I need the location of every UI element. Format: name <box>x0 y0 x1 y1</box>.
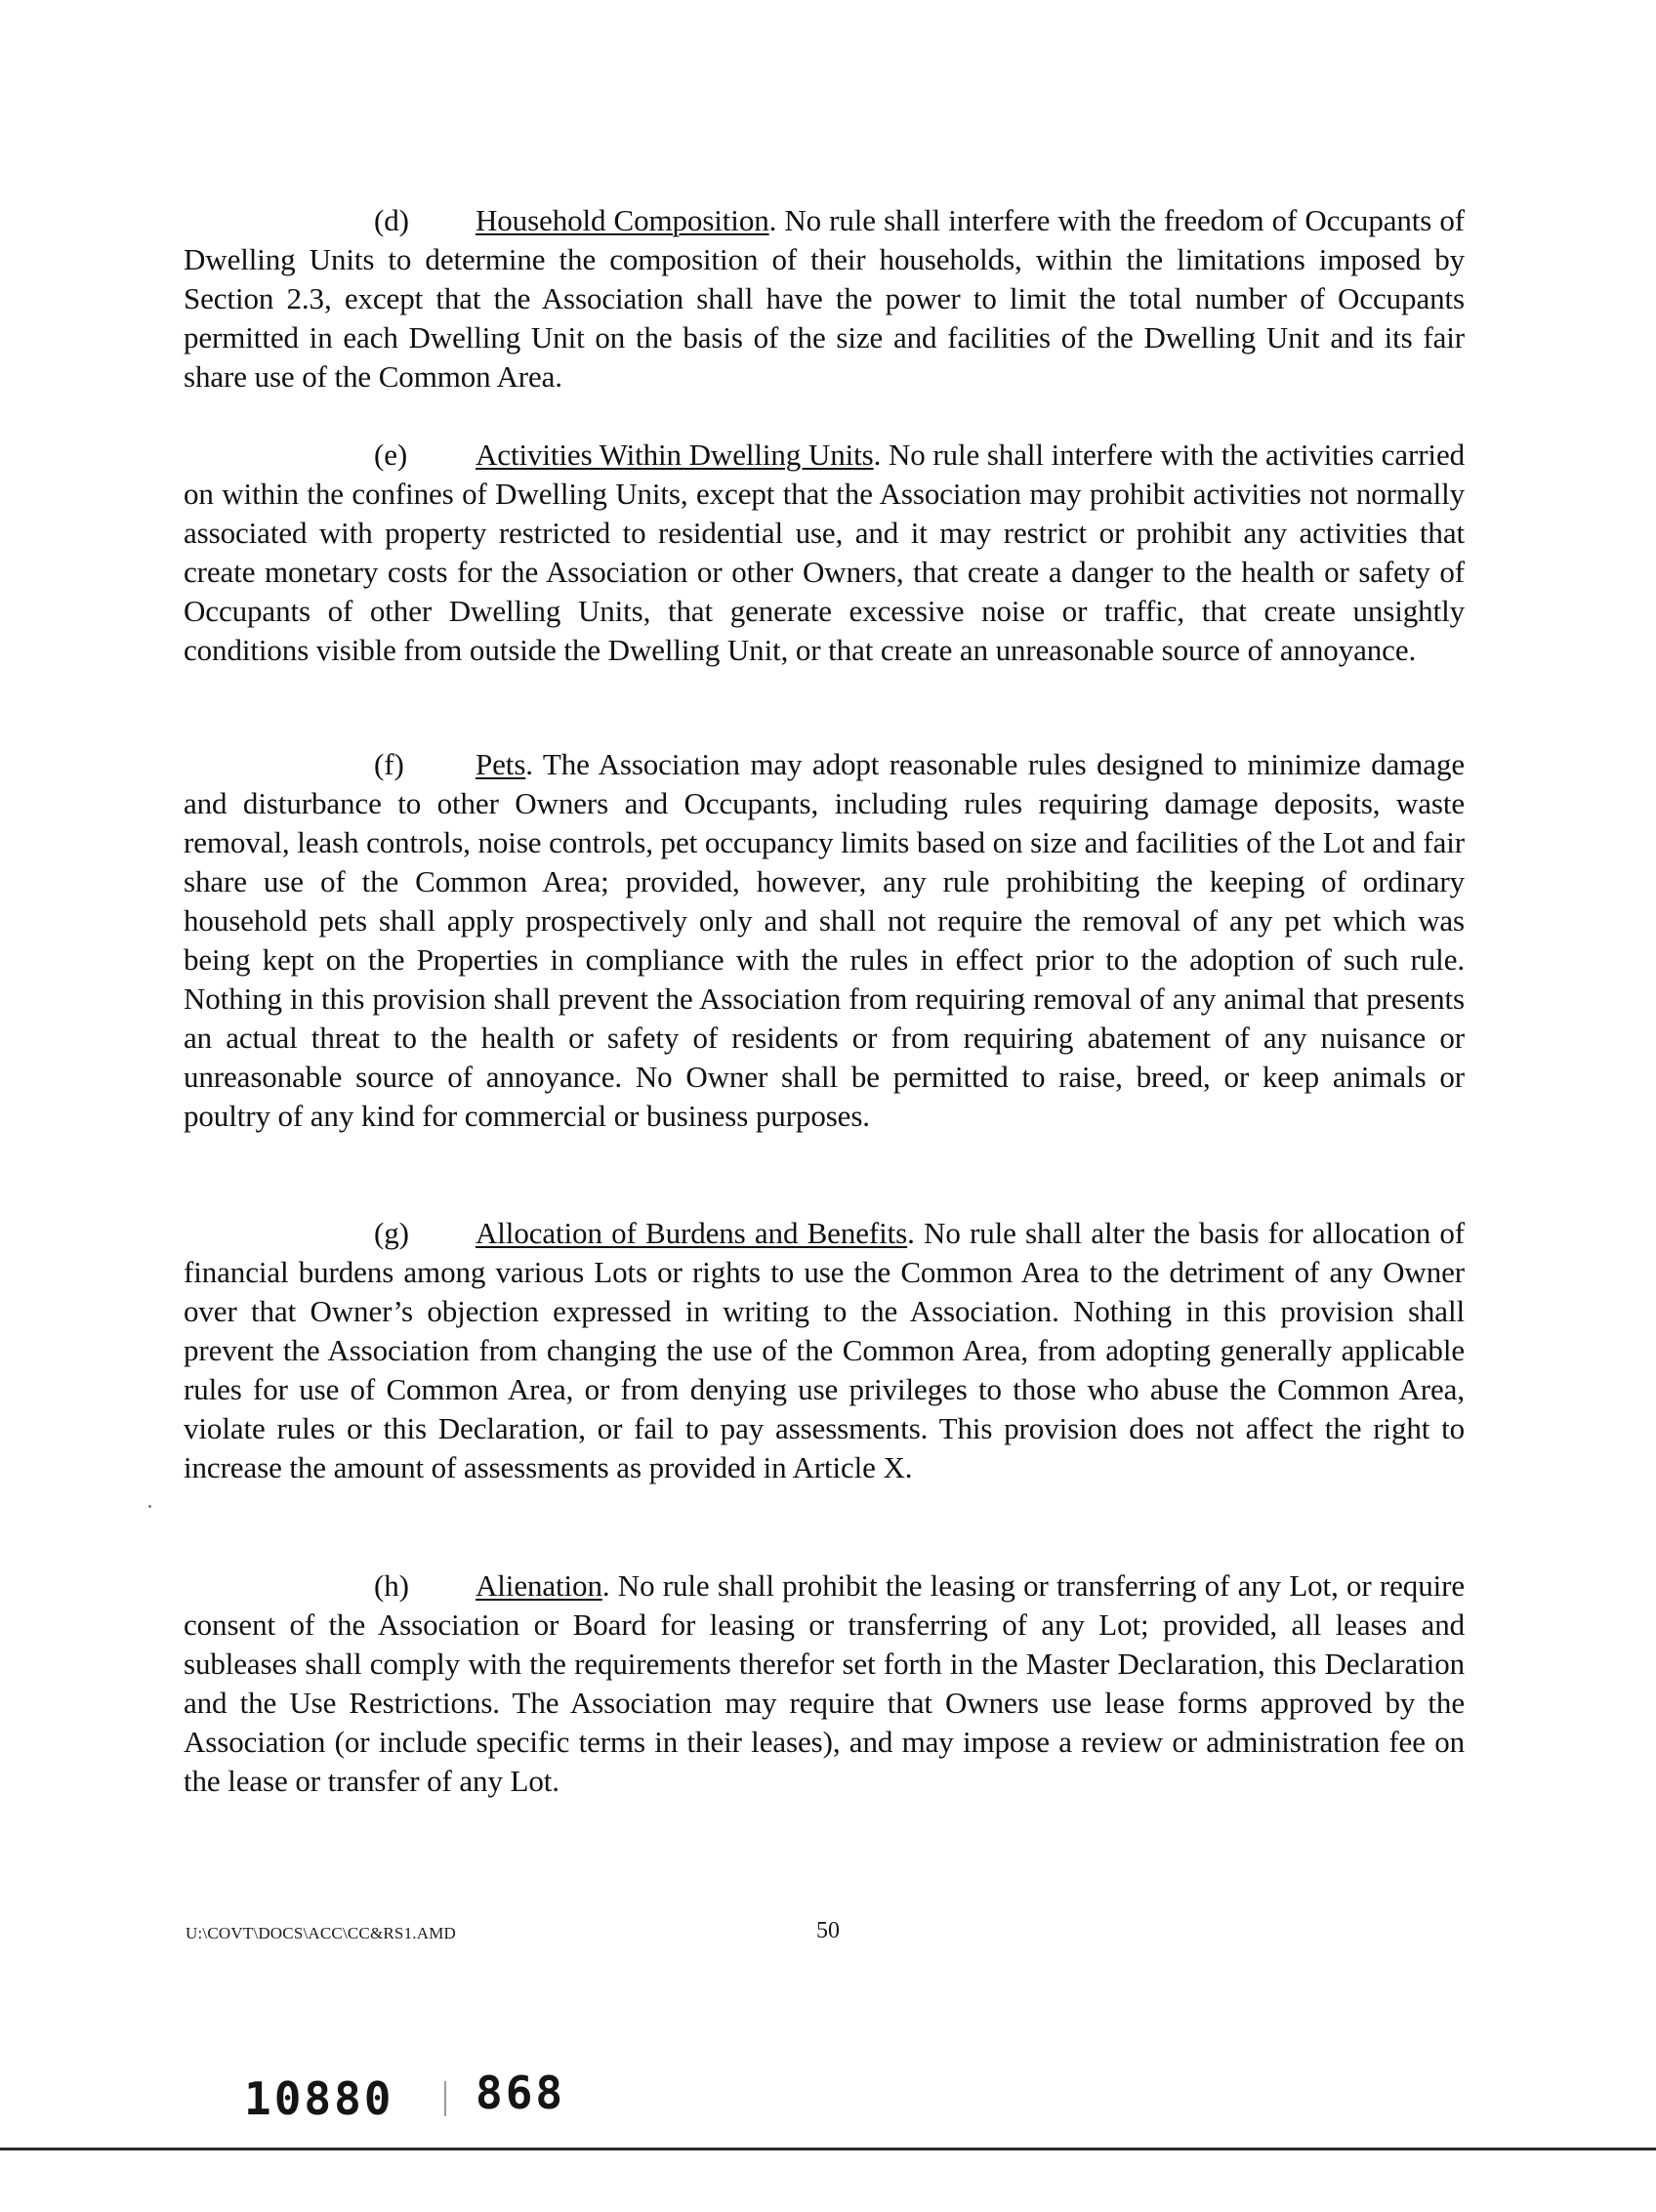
paragraph-letter: (f) <box>374 747 404 781</box>
paragraph-body: . No rule shall interfere with the freedom of Occupants of Dwelling Units to determine the composition of their households, within the limitations imposed by Section 2.3, except that the Association shall have the power to limit the total number of Occupants permitted in each Dwelling Unit on the basis of the size and facilities of the Dwelling Unit and its fair share use of the Common Area. <box>184 203 1465 394</box>
recording-page-number: 868 <box>476 2066 566 2119</box>
paragraph-letter: (g) <box>374 1216 409 1250</box>
bottom-rule-divider <box>0 2148 1656 2150</box>
paragraph-alienation <box>184 1566 1465 1801</box>
paragraph-household-composition <box>184 201 1465 396</box>
recording-book-number: 10880 <box>244 2072 394 2125</box>
paragraph-body: . No rule shall prohibit the leasing or transferring of any Lot, or require consent of the Association or Board for leasing or transferring of any Lot; provided, all leases and subleases shall comply with the requirements therefor set forth in the Master Declaration, this Declaration and the Use Restrictions. The Association may require that Owners use lease forms approved by the Association (or include specific terms in their leases), and may impose a review or administration fee on the lease or transfer of any Lot. <box>184 1568 1465 1798</box>
paragraph-letter: (h) <box>374 1568 409 1603</box>
stamp-separator <box>444 2081 446 2116</box>
paragraph-activities-within-dwelling-units <box>184 436 1465 670</box>
paragraph-heading: Activities Within Dwelling Units <box>476 438 874 472</box>
paragraph-body: . No rule shall interfere with the activities carried on within the confines of Dwelling Units, except that the Association may prohibit activities not normally associated with property restricted to residential use, and it may restrict or prohibit any activities that create monetary costs for the Association or other Owners, that create a danger to the health or safety of Occupants of other Dwelling Units, that generate excessive noise or traffic, that create unsightly conditions visible from outside the Dwelling Unit, or that create an unreasonable source of annoyance. <box>184 438 1465 667</box>
paragraph-allocation-of-burdens <box>184 1214 1465 1487</box>
paragraph-heading: Pets <box>476 747 526 781</box>
paragraph-heading: Household Composition <box>476 203 769 237</box>
footer-page-number: 50 <box>816 1918 840 1943</box>
paragraph-body: . No rule shall alter the basis for allocation of financial burdens among various Lots or rights to use the Common Area to the detriment of any Owner over that Owner’s objection expressed in writing to the Association. Nothing in this provision shall prevent the Association from changing the use of the Common Area, from adopting generally applicable rules for use of Common Area, or from denying use privileges to those who abuse the Common Area, violate rules or this Declaration, or fail to pay assessments. This provision does not affect the right to increase the amount of assessments as provided in Article X. <box>184 1216 1466 1484</box>
paragraph-letter: (e) <box>374 438 408 472</box>
paragraph-heading: Allocation of Burdens and Benefits <box>476 1216 908 1250</box>
paragraph-body: . The Association may adopt reasonable rules designed to minimize damage and disturbance to other Owners and Occupants, including rules requiring damage deposits, waste removal, leash controls, noise controls, pet occupancy limits based on size and facilities of the Lot and fair share use of the Common Area; provided, however, any rule prohibiting the keeping of ordinary household pets shall apply prospectively only and shall not require the removal of any pet which was being kept on the Properties in compliance with the rules in effect prior to the adoption of such rule. Nothing in this provision shall prevent the Association from requiring removal of any animal that presents an actual threat to the health or safety of residents or from requiring abatement of any nuisance or unreasonable source of annoyance. No Owner shall be permitted to raise, breed, or keep animals or poultry of any kind for commercial or business purposes. <box>184 747 1465 1133</box>
paragraph-pets <box>184 745 1465 1136</box>
paragraph-heading: Alienation <box>476 1568 602 1603</box>
footer-file-path: U:\COVT\DOCS\ACC\CC&RS1.AMD <box>186 1924 456 1942</box>
paragraph-letter: (d) <box>374 203 409 237</box>
margin-speck <box>148 1505 151 1508</box>
